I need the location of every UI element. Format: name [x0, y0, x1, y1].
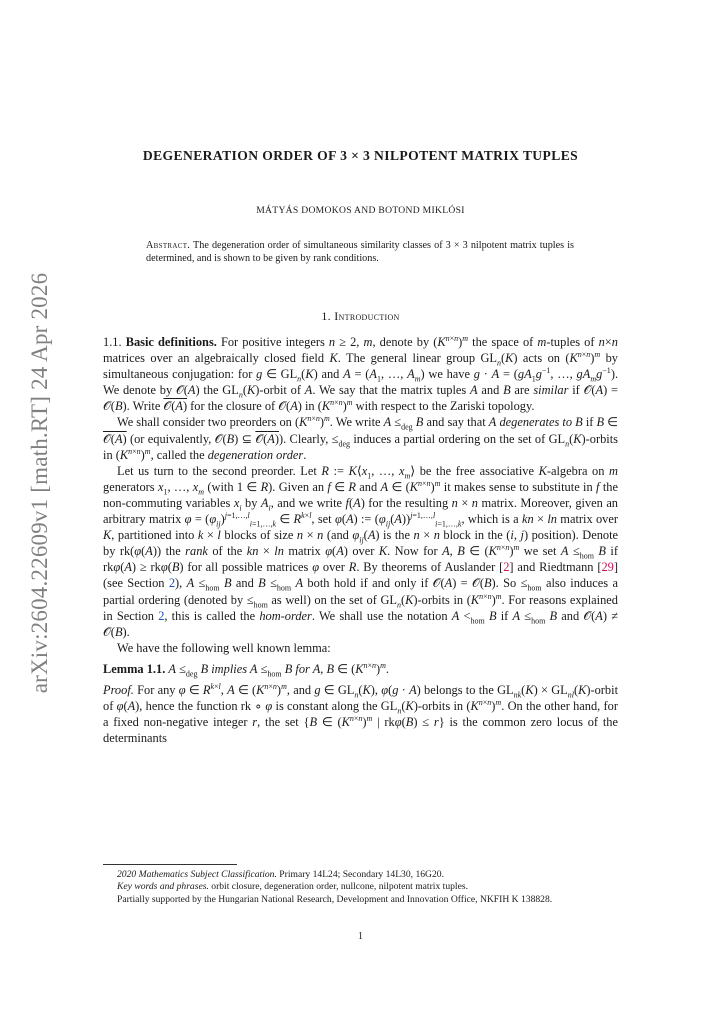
footnote-msc — [103, 869, 618, 881]
paragraph: 1.1. Basic definitions. For positive integers n ≥ 2, m, denote by $(K^{n\times n})^m$ the space of m-tuples of n×n matrices over an algebraically closed field K. The general linear group $GL_n(K)$ acts on $(K^{n\times n})^m$ by simultaneous conjugation: for g ∈ $GL_n(K)$ and $A = (A_1$, …, $A_m$) we have $g \cdot A = (gA_1g^{-1}$, …, $gA_mg^{-1}$). We denote by 𝒪(A) the $GL_n(K)$-orbit of A. We say that the matrix tuples A and B are similar if 𝒪(A) = 𝒪(B). Write 𝒪(A) for the closure of 𝒪(A) in $(K^{n\times n})^m$ with respect to the Zariski topology. — [103, 333, 619, 414]
abstract-text: The degeneration order of simultaneous similarity classes of 3 × 3 nilpotent matrix tuples is determined, and is shown to be given by rank conditions. — [146, 240, 574, 264]
section-ref-link[interactable]: 2 — [168, 576, 176, 591]
paragraph: We shall consider two preorders on $(K^{n\times n})^m$. We write $A \le_{deg}$ B and say that A degenerates to B if B ∈ 𝒪(A) (or equivalently, 𝒪(B) ⊆ 𝒪(A)). Clearly, $\le_{deg}$ induces a partial ordering on the set of $GL_n(K)$-orbits in $(K^{n\times n})^m$, called the degeneration order. — [103, 414, 618, 462]
lemma-label: Lemma 1.1. — [103, 661, 166, 676]
section-ref-link[interactable]: 2 — [158, 608, 165, 623]
subsection-title: Basic definitions. — [125, 335, 217, 349]
citation-link[interactable]: 2 — [503, 560, 510, 575]
proof: Proof. For any φ ∈ $R^{k\times l}$, A ∈ $(K^{n\times n})^m$, and g ∈ $GL_n(K)$, φ(g · A) belongs to the $GL_{nk}(K)$ × $GL_{nl}(K)$-orbit of φ(A), hence the function rk ∘ φ is constant along the $GL_n(K)$-orbits in $(K^{n\times n})^m$. On the other hand, for a fixed non-negative integer r, the set {B ∈ $(K^{n\times n})^m$ | rkφ(B) ≤ r} is the common zero locus of the determinants — [103, 681, 619, 746]
arxiv-identifier-stamp — [20, 272, 60, 693]
citation-link[interactable]: 29 — [601, 560, 614, 575]
section-title: Introduction — [334, 309, 400, 323]
abstract — [146, 239, 574, 265]
arxiv-identifier: arXiv:2604.22609v1 [math.RT] 24 Apr 2026 — [27, 272, 52, 693]
subsection-label: 1.1. — [103, 335, 122, 349]
paragraph: We have the following well known lemma: — [117, 640, 331, 655]
footnote-keywords — [103, 881, 618, 893]
footnote-rule — [103, 864, 237, 865]
paper-title: DEGENERATION ORDER OF 3 × 3 NILPOTENT MATRIX TUPLES — [142, 148, 579, 163]
footnote-support: Partially supported by the Hungarian National Research, Development and Innovation Office, NKFIH K 138828. — [117, 893, 553, 905]
body-text — [103, 334, 618, 746]
section-number: 1. — [321, 309, 331, 323]
footnote-keywords-text: orbit closure, degeneration order, nullcone, nilpotent matrix tuples. — [211, 881, 468, 893]
proof-label: Proof. — [103, 682, 134, 697]
lemma: Lemma 1.1. $A \le_{deg}$ B implies $A \le_{hom}$ B for A, B ∈ $(K^{n\times n})^m$. — [103, 660, 390, 679]
paragraph: Let us turn to the second preorder. Let R := $K⟨x_1$, …, $x_m⟩$ be the free associative K-algebra on m generators $x_1$, …, $x_m$ (with 1 ∈ R). Given an f ∈ R and A ∈ $(K^{n\times n})^m$ it makes sense to substitute in f the non-commuting variables $x_i$ by $A_i$, and we write f(A) for the resulting n × n matrix. Moreover, given an arbitrary matrix $\varphi = (\varphi_{ij})^{j=1,\dots,l}_{i=1,\dots,k}$ ∈ $R^{k\times l}$, set φ(A) := $(\varphi_{ij}(A))^{j=1,\dots,l}_{i=1,\dots,k}$, which is a kn × ln matrix over K, partitioned into k × l blocks of size n × n (and $\varphi_{ij}(A)$ is the n × n block in the (i, j) position). Denote by rk(φ(A)) the rank of the kn × ln matrix φ(A) over K. Now for A, B ∈ $(K^{n\times n})^m$ we set $A \le_{hom}$ B if rkφ(A) ≥ rkφ(B) for all possible matrices φ over R. By theorems of Auslander [2] and Riedtmann [29] (see Section 2), $A \le_{hom}$ B and $B \le_{hom}$ A both hold if and only if 𝒪(A) = 𝒪(B). $So \le_{hom}$ also induces a partial ordering (denoted by $\le_{hom}$ as well) on the set of $GL_n(K)$-orbits in $(K^{n\times n})^m$. For reasons explained in Section 2, this is called the hom-order. We shall use the notation $A <_{hom}$ B if $A \le_{hom}$ B and 𝒪(A) ≠ 𝒪(B). — [103, 463, 619, 639]
footnote-keywords-label: Key words and phrases. — [117, 881, 209, 893]
footnote-msc-label: 2020 Mathematics Subject Classification. — [117, 869, 277, 880]
footnote-msc-text: Primary 14L24; Secondary 14L30, 16G20. — [279, 869, 444, 880]
page-number: 1 — [358, 931, 363, 942]
section-heading — [103, 309, 618, 324]
paper-authors: MÁTYÁS DOMOKOS AND BOTOND MIKLÓSI — [256, 205, 465, 216]
footnotes — [103, 869, 618, 906]
abstract-label: Abstract. — [146, 240, 191, 251]
